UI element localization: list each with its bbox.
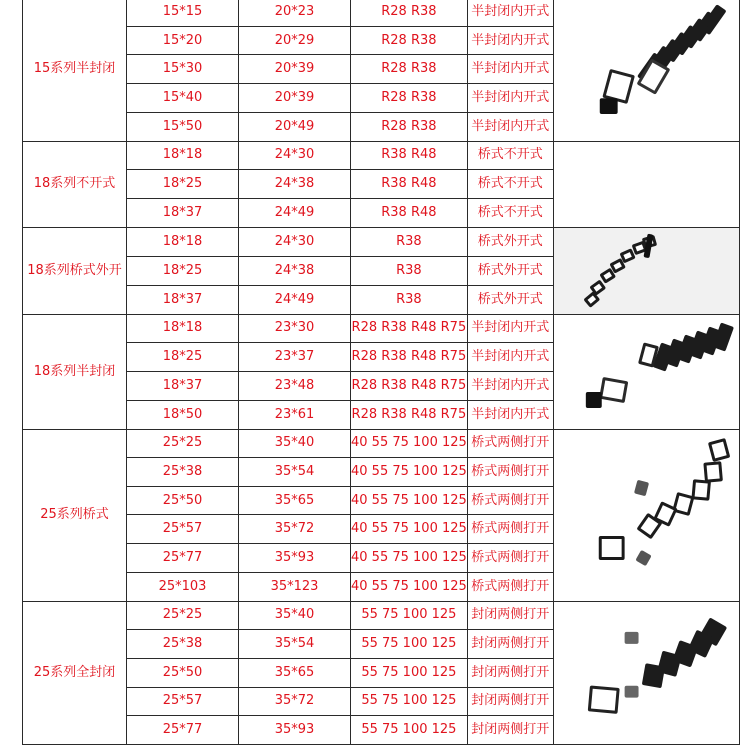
outer-size-cell: 23*48 <box>239 372 351 401</box>
opening-type-cell: 半封闭内开式 <box>467 0 553 26</box>
opening-type-cell: 封闭两侧打开 <box>467 658 553 687</box>
inner-size-cell: 15*20 <box>127 26 239 55</box>
outer-size-cell: 35*123 <box>239 572 351 601</box>
image-cell-empty <box>553 141 739 228</box>
table-row <box>23 228 740 257</box>
bend-radius-cell: R28 R38 <box>351 0 468 26</box>
bend-radius-cell: R38 R48 <box>351 141 468 170</box>
table-row <box>23 601 740 630</box>
bend-radius-cell: 55 75 100 125 <box>351 716 468 745</box>
cable-chain-spec-table <box>22 0 740 745</box>
bend-radius-cell: 40 55 75 100 125 <box>351 458 468 487</box>
bend-radius-cell: R38 <box>351 256 468 285</box>
outer-size-cell: 20*49 <box>239 112 351 141</box>
bend-radius-cell: R38 R48 <box>351 199 468 228</box>
opening-type-cell: 桥式外开式 <box>467 256 553 285</box>
inner-size-cell: 25*38 <box>127 630 239 659</box>
chain-link <box>642 663 665 688</box>
opening-type-cell: 半封闭内开式 <box>467 112 553 141</box>
chain-fully-closed-25-image <box>553 601 739 745</box>
outer-size-cell: 24*30 <box>239 228 351 257</box>
outer-size-cell: 35*65 <box>239 658 351 687</box>
series-name: 25系列桥式 <box>23 429 127 601</box>
chain-link <box>635 549 651 565</box>
outer-size-cell: 20*29 <box>239 26 351 55</box>
inner-size-cell: 25*57 <box>127 515 239 544</box>
opening-type-cell: 封闭两侧打开 <box>467 687 553 716</box>
inner-size-cell: 15*30 <box>127 55 239 84</box>
bend-radius-cell: R28 R38 <box>351 55 468 84</box>
chain-link <box>624 685 638 697</box>
bend-radius-cell: 40 55 75 100 125 <box>351 572 468 601</box>
table-row <box>23 429 740 458</box>
opening-type-cell: 封闭两侧打开 <box>467 630 553 659</box>
outer-size-cell: 35*54 <box>239 458 351 487</box>
opening-type-cell: 桥式外开式 <box>467 228 553 257</box>
outer-size-cell: 24*49 <box>239 199 351 228</box>
inner-size-cell: 25*25 <box>127 601 239 630</box>
chain-bridge-25-image <box>553 429 739 601</box>
outer-size-cell: 20*23 <box>239 0 351 26</box>
opening-type-cell: 桥式不开式 <box>467 141 553 170</box>
inner-size-cell: 25*77 <box>127 716 239 745</box>
chain-bridge-18-image <box>553 228 739 315</box>
outer-size-cell: 20*39 <box>239 55 351 84</box>
series-name: 18系列不开式 <box>23 141 127 228</box>
inner-size-cell: 18*18 <box>127 141 239 170</box>
chain-link <box>634 479 649 496</box>
bend-radius-cell: 40 55 75 100 125 <box>351 544 468 573</box>
outer-size-cell: 24*38 <box>239 256 351 285</box>
bend-radius-cell: R28 R38 <box>351 112 468 141</box>
opening-type-cell: 半封闭内开式 <box>467 314 553 343</box>
opening-type-cell: 桥式两侧打开 <box>467 572 553 601</box>
bend-radius-cell: R28 R38 R48 R75 <box>351 314 468 343</box>
chain-drawing <box>554 430 739 601</box>
inner-size-cell: 18*37 <box>127 199 239 228</box>
inner-size-cell: 25*38 <box>127 458 239 487</box>
outer-size-cell: 23*30 <box>239 314 351 343</box>
inner-size-cell: 15*15 <box>127 0 239 26</box>
outer-size-cell: 35*72 <box>239 515 351 544</box>
series-name: 15系列半封闭 <box>23 0 127 141</box>
inner-size-cell: 18*25 <box>127 256 239 285</box>
chain-link <box>703 461 723 482</box>
opening-type-cell: 半封闭内开式 <box>467 55 553 84</box>
outer-size-cell: 35*54 <box>239 630 351 659</box>
opening-type-cell: 半封闭内开式 <box>467 372 553 401</box>
opening-type-cell: 半封闭内开式 <box>467 26 553 55</box>
inner-size-cell: 25*50 <box>127 486 239 515</box>
chain-link <box>624 631 638 643</box>
bend-radius-cell: 55 75 100 125 <box>351 687 468 716</box>
outer-size-cell: 35*40 <box>239 429 351 458</box>
outer-size-cell: 35*65 <box>239 486 351 515</box>
bend-radius-cell: R28 R38 R48 R75 <box>351 372 468 401</box>
opening-type-cell: 桥式不开式 <box>467 170 553 199</box>
bend-radius-cell: R28 R38 R48 R75 <box>351 400 468 429</box>
bend-radius-cell: R28 R38 <box>351 26 468 55</box>
chain-link <box>708 438 730 462</box>
outer-size-cell: 35*40 <box>239 601 351 630</box>
outer-size-cell: 23*37 <box>239 343 351 372</box>
inner-size-cell: 25*103 <box>127 572 239 601</box>
opening-type-cell: 桥式不开式 <box>467 199 553 228</box>
table-row <box>23 0 740 26</box>
chain-link <box>691 479 711 500</box>
bend-radius-cell: 55 75 100 125 <box>351 601 468 630</box>
inner-size-cell: 25*57 <box>127 687 239 716</box>
opening-type-cell: 封闭两侧打开 <box>467 601 553 630</box>
opening-type-cell: 半封闭内开式 <box>467 84 553 113</box>
outer-size-cell: 35*93 <box>239 544 351 573</box>
chain-half-closed-15-image <box>553 0 739 141</box>
opening-type-cell: 桥式两侧打开 <box>467 486 553 515</box>
opening-type-cell: 半封闭内开式 <box>467 343 553 372</box>
outer-size-cell: 20*39 <box>239 84 351 113</box>
bend-radius-cell: 40 55 75 100 125 <box>351 515 468 544</box>
outer-size-cell: 23*61 <box>239 400 351 429</box>
chain-half-closed-18-image <box>553 314 739 429</box>
inner-size-cell: 18*37 <box>127 372 239 401</box>
inner-size-cell: 15*50 <box>127 112 239 141</box>
outer-size-cell: 24*30 <box>239 141 351 170</box>
opening-type-cell: 桥式两侧打开 <box>467 429 553 458</box>
series-name: 18系列桥式外开 <box>23 228 127 315</box>
opening-type-cell: 桥式外开式 <box>467 285 553 314</box>
chain-link <box>600 98 618 114</box>
chain-link <box>588 685 620 713</box>
opening-type-cell: 桥式两侧打开 <box>467 515 553 544</box>
outer-size-cell: 24*38 <box>239 170 351 199</box>
chain-drawing <box>554 602 739 745</box>
bend-radius-cell: R38 <box>351 228 468 257</box>
bend-radius-cell: 55 75 100 125 <box>351 658 468 687</box>
outer-size-cell: 35*72 <box>239 687 351 716</box>
chain-link <box>599 376 628 402</box>
bend-radius-cell: R28 R38 R48 R75 <box>351 343 468 372</box>
inner-size-cell: 25*77 <box>127 544 239 573</box>
outer-size-cell: 24*49 <box>239 285 351 314</box>
opening-type-cell: 半封闭内开式 <box>467 400 553 429</box>
chain-drawing <box>554 0 739 141</box>
inner-size-cell: 18*18 <box>127 228 239 257</box>
inner-size-cell: 18*25 <box>127 343 239 372</box>
series-name: 25系列全封闭 <box>23 601 127 745</box>
bend-radius-cell: R28 R38 <box>351 84 468 113</box>
chain-link <box>586 392 602 408</box>
table-row <box>23 141 740 170</box>
inner-size-cell: 18*25 <box>127 170 239 199</box>
chain-drawing <box>554 315 739 429</box>
inner-size-cell: 25*50 <box>127 658 239 687</box>
inner-size-cell: 15*40 <box>127 84 239 113</box>
opening-type-cell: 封闭两侧打开 <box>467 716 553 745</box>
bend-radius-cell: R38 <box>351 285 468 314</box>
bend-radius-cell: R38 R48 <box>351 170 468 199</box>
opening-type-cell: 桥式两侧打开 <box>467 544 553 573</box>
bend-radius-cell: 55 75 100 125 <box>351 630 468 659</box>
inner-size-cell: 18*50 <box>127 400 239 429</box>
bend-radius-cell: 40 55 75 100 125 <box>351 429 468 458</box>
inner-size-cell: 25*25 <box>127 429 239 458</box>
series-name: 18系列半封闭 <box>23 314 127 429</box>
inner-size-cell: 18*18 <box>127 314 239 343</box>
table-row <box>23 314 740 343</box>
inner-size-cell: 18*37 <box>127 285 239 314</box>
outer-size-cell: 35*93 <box>239 716 351 745</box>
bend-radius-cell: 40 55 75 100 125 <box>351 486 468 515</box>
chain-link <box>599 536 625 560</box>
opening-type-cell: 桥式两侧打开 <box>467 458 553 487</box>
chain-drawing <box>554 228 739 314</box>
